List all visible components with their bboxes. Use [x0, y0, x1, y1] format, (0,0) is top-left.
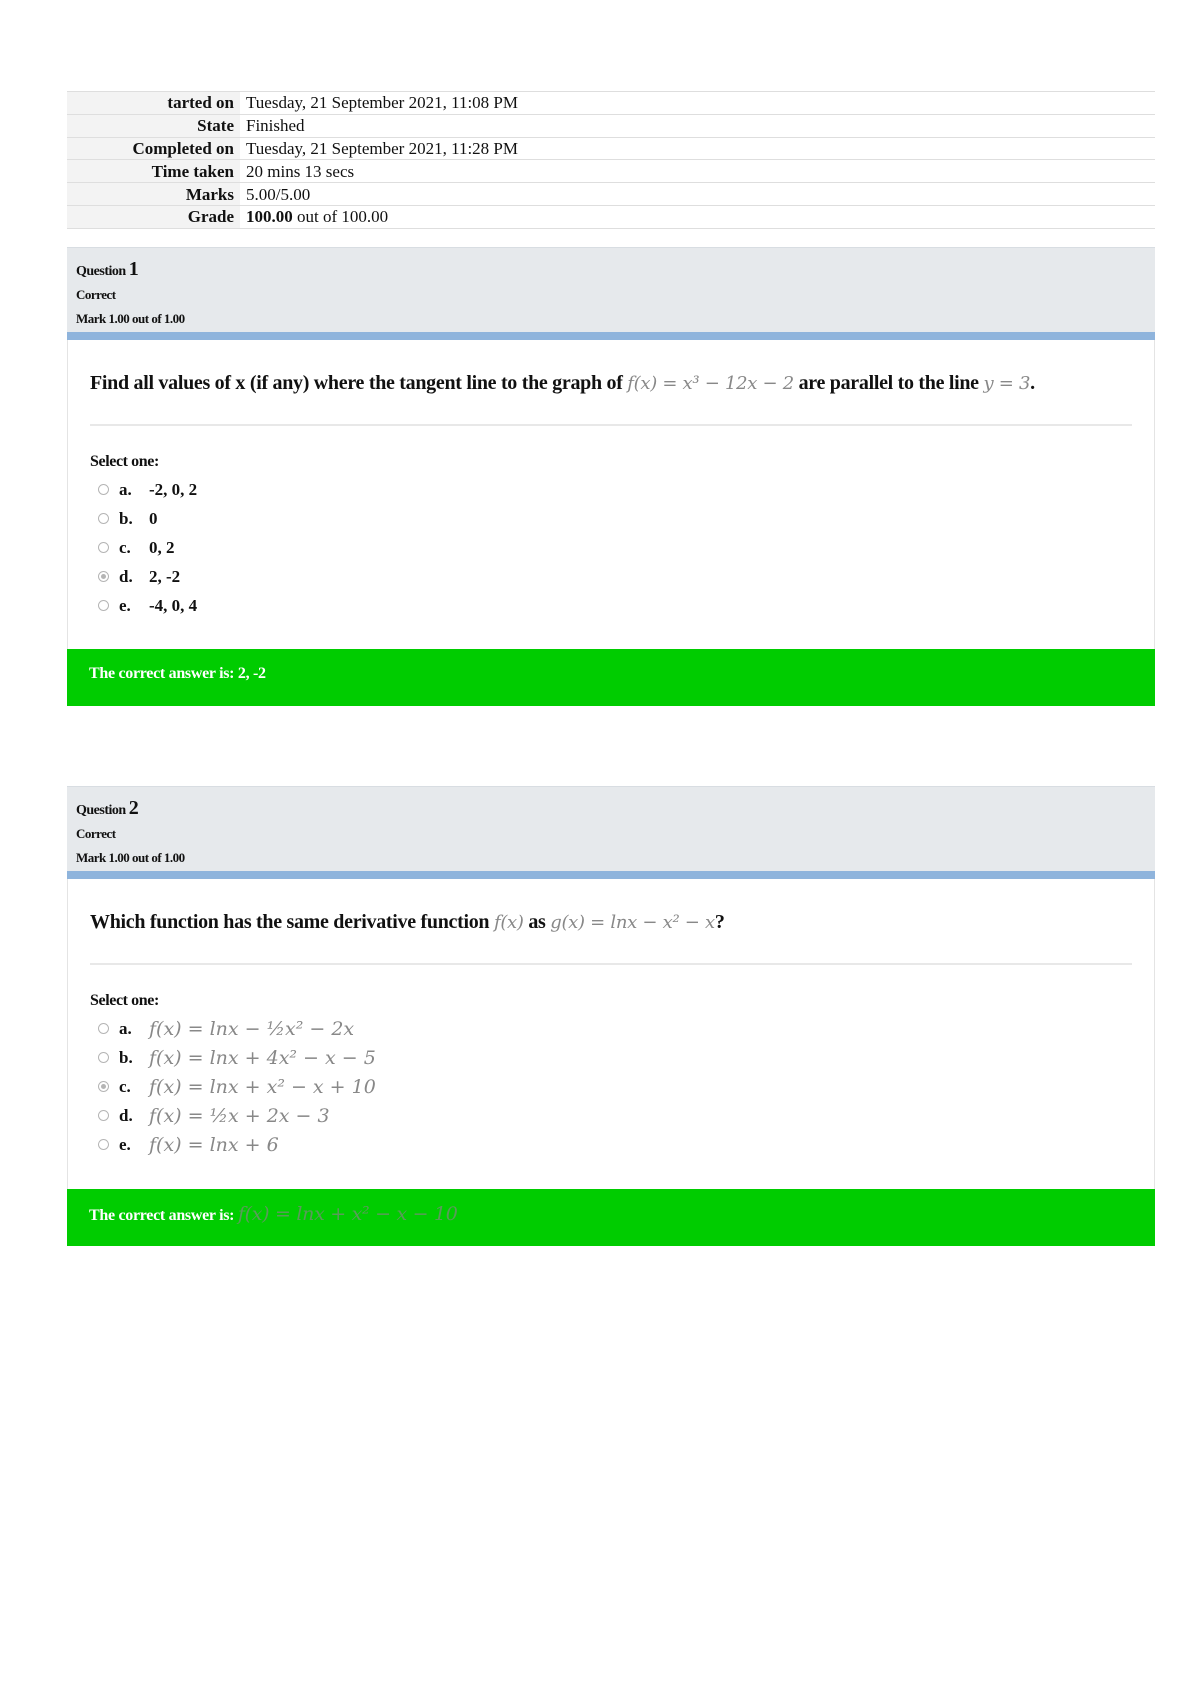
answer-option-b[interactable] [90, 504, 1132, 533]
question-number [76, 797, 1146, 820]
question-content [67, 340, 1155, 649]
question-text-part: Find all values of x (if any) where the tangent line to the graph of [90, 372, 628, 394]
math-expression: f(x) [493, 912, 524, 933]
attempt-summary-table [67, 91, 1155, 229]
answer-option-d[interactable] [90, 1101, 1132, 1130]
summary-label: tarted on [67, 92, 240, 115]
question-number-value: 2 [128, 797, 139, 819]
option-math: f(x) = ½x + 2x − 3 [149, 1104, 330, 1127]
option-math: f(x) = lnx − ½x² − 2x [149, 1017, 355, 1040]
answer-options [90, 1014, 1132, 1159]
radio-button[interactable] [98, 484, 109, 495]
option-letter: c. [119, 1076, 131, 1096]
option-math: f(x) = lnx + 4x² − x − 5 [149, 1046, 376, 1069]
question-divider [67, 871, 1155, 879]
question-grade: Mark 1.00 out of 1.00 [76, 311, 185, 326]
option-text: 0, 2 [149, 537, 175, 557]
question-1 [67, 247, 1155, 706]
summary-value: 5.00/5.00 [240, 183, 1155, 206]
option-text: -2, 0, 2 [149, 479, 198, 499]
option-letter: a. [119, 1018, 132, 1038]
option-math: f(x) = lnx + 6 [149, 1133, 279, 1156]
summary-value: 20 mins 13 secs [240, 160, 1155, 183]
answer-option-c[interactable] [90, 1072, 1132, 1101]
question-number [76, 258, 1146, 281]
answer-option-a[interactable] [90, 475, 1132, 504]
summary-row-grade [67, 205, 1155, 228]
option-letter: c. [119, 537, 131, 557]
grade-score: 100.00 [246, 207, 293, 227]
answer-option-e[interactable] [90, 1130, 1132, 1159]
radio-button[interactable] [98, 1023, 109, 1034]
math-expression: f(x) = lnx + x² − x − 10 [237, 1203, 458, 1225]
option-text: 0 [149, 508, 158, 528]
math-expression: g(x) = lnx − x² − x [550, 912, 715, 933]
radio-button[interactable] [98, 1139, 109, 1150]
summary-row-completed [67, 137, 1155, 160]
summary-value [240, 205, 1155, 228]
option-letter: b. [119, 508, 133, 528]
question-2 [67, 786, 1155, 1246]
question-number-value: 1 [128, 258, 139, 280]
answer-option-e[interactable] [90, 591, 1132, 620]
question-content [67, 879, 1155, 1189]
math-expression: y = 3 [983, 373, 1031, 394]
summary-label: Marks [67, 183, 240, 206]
feedback-label: The correct answer is: [89, 1207, 238, 1224]
grade-out-of: out of 100.00 [292, 207, 389, 227]
answer-option-d[interactable] [90, 562, 1132, 591]
question-grade: Mark 1.00 out of 1.00 [76, 850, 185, 865]
option-letter: e. [119, 595, 131, 615]
question-text-part: ? [714, 911, 725, 933]
radio-button-selected[interactable] [98, 571, 109, 582]
option-math: f(x) = lnx + x² − x + 10 [149, 1075, 376, 1098]
math-expression: f(x) = x³ − 12x − 2 [627, 373, 794, 394]
summary-value: Tuesday, 21 September 2021, 11:08 PM [240, 92, 1155, 115]
radio-button[interactable] [98, 600, 109, 611]
radio-button-selected[interactable] [98, 1081, 109, 1092]
select-one-prompt: Select one: [90, 992, 159, 1009]
question-divider [67, 332, 1155, 340]
option-letter: a. [119, 479, 132, 499]
question-text-part: . [1030, 372, 1035, 394]
summary-row-started [67, 92, 1155, 115]
summary-label: State [67, 114, 240, 137]
summary-row-state [67, 114, 1155, 137]
answer-options [90, 475, 1132, 620]
question-text-part: Which function has the same derivative function [90, 911, 494, 933]
option-letter: e. [119, 1134, 131, 1154]
question-text-part: are parallel to the line [793, 372, 984, 394]
option-text: -4, 0, 4 [149, 595, 198, 615]
radio-button[interactable] [98, 542, 109, 553]
question-state: Correct [76, 287, 116, 302]
question-info [67, 786, 1155, 871]
option-letter: d. [119, 1105, 133, 1125]
question-info [67, 247, 1155, 332]
question-state: Correct [76, 826, 116, 841]
summary-value: Finished [240, 114, 1155, 137]
answer-option-c[interactable] [90, 533, 1132, 562]
radio-button[interactable] [98, 513, 109, 524]
answer-option-b[interactable] [90, 1043, 1132, 1072]
question-label: Question [76, 264, 126, 279]
correct-answer-feedback [67, 1189, 1155, 1246]
correct-answer-feedback: The correct answer is: 2, -2 [67, 649, 1155, 706]
option-letter: b. [119, 1047, 133, 1067]
question-label: Question [76, 803, 126, 818]
summary-row-time-taken [67, 160, 1155, 183]
radio-button[interactable] [98, 1052, 109, 1063]
summary-label: Grade [67, 205, 240, 228]
summary-value: Tuesday, 21 September 2021, 11:28 PM [240, 137, 1155, 160]
select-one-prompt: Select one: [90, 453, 159, 470]
summary-label: Time taken [67, 160, 240, 183]
question-text [90, 879, 1132, 965]
answer-option-a[interactable] [90, 1014, 1132, 1043]
summary-label: Completed on [67, 137, 240, 160]
option-letter: d. [119, 566, 133, 586]
option-text: 2, -2 [149, 566, 181, 586]
radio-button[interactable] [98, 1110, 109, 1121]
question-text [90, 340, 1132, 426]
question-text-part: as [523, 911, 551, 933]
summary-row-marks [67, 183, 1155, 206]
